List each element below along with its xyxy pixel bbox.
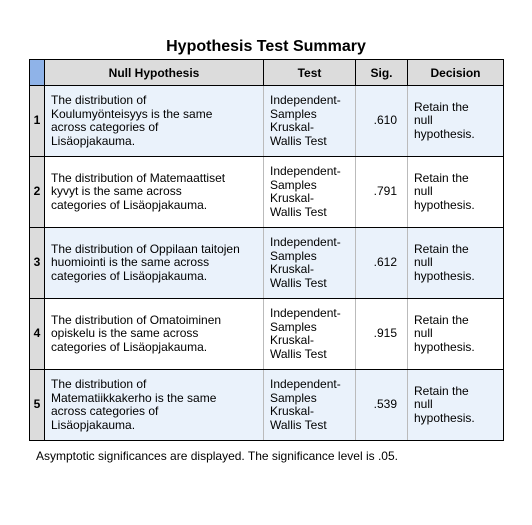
table-title: Hypothesis Test Summary <box>166 38 366 55</box>
sig-cell: .915 <box>356 299 408 370</box>
null-hypothesis-cell-line: across categories of <box>51 120 159 134</box>
test-cell-line: Independent- <box>270 377 341 391</box>
test-cell-line: Independent- <box>270 93 341 107</box>
test-cell-line: Kruskal- <box>270 120 315 134</box>
row-number: 1 <box>30 86 45 157</box>
decision-cell <box>408 157 504 228</box>
decision-cell-line: null <box>414 113 433 128</box>
decision-cell-line: Retain the <box>414 99 469 114</box>
decision-cell <box>408 228 504 299</box>
decision-cell-line: null <box>414 326 433 341</box>
table-row <box>30 299 504 370</box>
decision-cell-line: hypothesis. <box>414 268 475 283</box>
test-cell-line: Samples <box>270 177 317 192</box>
test-cell <box>264 86 356 157</box>
test-cell-line: Kruskal- <box>270 191 315 205</box>
sig-cell: .612 <box>356 228 408 299</box>
decision-cell-line: hypothesis. <box>414 410 475 425</box>
test-cell-line: Independent- <box>270 164 341 178</box>
test-cell-line: Wallis Test <box>270 275 327 290</box>
null-hypothesis-cell-line: categories of Lisäopjakauma. <box>51 339 208 354</box>
decision-cell-line: hypothesis. <box>414 197 475 212</box>
decision-cell <box>408 299 504 370</box>
test-cell <box>264 370 356 441</box>
test-cell-line: Kruskal- <box>270 333 315 347</box>
test-cell-line: Samples <box>270 319 317 334</box>
test-cell-line: Kruskal- <box>270 262 315 276</box>
sig-cell: .610 <box>356 86 408 157</box>
row-number: 3 <box>30 228 45 299</box>
decision-cell-line: Retain the <box>414 170 469 185</box>
decision-cell-line: null <box>414 184 433 199</box>
test-cell-line: Independent- <box>270 235 341 249</box>
null-hypothesis-cell-line: Koulumyönteisyys is the same <box>51 106 213 121</box>
decision-cell <box>408 86 504 157</box>
decision-cell-line: null <box>414 397 433 412</box>
test-cell-line: Samples <box>270 390 317 405</box>
null-hypothesis-cell <box>45 370 264 441</box>
header-test: Test <box>264 60 356 86</box>
table-row <box>30 228 504 299</box>
test-cell <box>264 299 356 370</box>
test-cell <box>264 228 356 299</box>
table-row <box>30 157 504 228</box>
null-hypothesis-cell-line: Lisäopjakauma. <box>51 417 136 432</box>
decision-cell-line: hypothesis. <box>414 339 475 354</box>
null-hypothesis-cell-line: categories of Lisäopjakauma. <box>51 268 208 283</box>
test-cell-line: Wallis Test <box>270 346 327 361</box>
row-number: 2 <box>30 157 45 228</box>
sig-cell: .791 <box>356 157 408 228</box>
null-hypothesis-cell-line: Lisäopjakauma. <box>51 133 136 148</box>
null-hypothesis-cell <box>45 157 264 228</box>
decision-cell-line: Retain the <box>414 312 469 327</box>
test-cell-line: Independent- <box>270 306 341 320</box>
null-hypothesis-cell-line: The distribution of <box>51 377 147 391</box>
header-sig: Sig. <box>356 60 408 86</box>
null-hypothesis-cell <box>45 299 264 370</box>
header-row <box>30 60 504 86</box>
null-hypothesis-cell-line: opiskelu is the same across <box>51 326 199 341</box>
test-cell-line: Wallis Test <box>270 133 327 148</box>
test-cell-line: Kruskal- <box>270 404 315 418</box>
hypothesis-test-table <box>29 59 504 441</box>
header-decision: Decision <box>408 60 504 86</box>
null-hypothesis-cell-line: categories of Lisäopjakauma. <box>51 197 208 212</box>
null-hypothesis-cell-line: The distribution of Omatoiminen <box>51 312 222 327</box>
table-row <box>30 86 504 157</box>
header-null-hypothesis: Null Hypothesis <box>45 60 264 86</box>
test-cell-line: Samples <box>270 106 317 121</box>
decision-cell-line: hypothesis. <box>414 126 475 141</box>
corner-cell <box>30 60 45 86</box>
null-hypothesis-cell-line: kyvyt is the same across <box>51 184 182 199</box>
null-hypothesis-cell-line: Matematiikkakerho is the same <box>51 390 217 405</box>
row-number: 5 <box>30 370 45 441</box>
null-hypothesis-cell <box>45 228 264 299</box>
row-number: 4 <box>30 299 45 370</box>
table-row <box>30 370 504 441</box>
decision-cell-line: null <box>414 255 433 270</box>
footnote: Asymptotic significances are displayed. The significance level is .05. <box>36 449 398 463</box>
decision-cell <box>408 370 504 441</box>
test-cell <box>264 157 356 228</box>
table-body <box>30 86 504 441</box>
null-hypothesis-cell-line: The distribution of Matemaattiset <box>51 170 226 185</box>
decision-cell-line: Retain the <box>414 383 469 398</box>
null-hypothesis-cell-line: across categories of <box>51 404 159 418</box>
test-cell-line: Wallis Test <box>270 204 327 219</box>
null-hypothesis-cell <box>45 86 264 157</box>
decision-cell-line: Retain the <box>414 241 469 256</box>
null-hypothesis-cell-line: huomiointi is the same across <box>51 255 210 270</box>
test-cell-line: Samples <box>270 248 317 263</box>
null-hypothesis-cell-line: The distribution of Oppilaan taitojen <box>51 241 240 256</box>
null-hypothesis-cell-line: The distribution of <box>51 93 147 107</box>
sig-cell: .539 <box>356 370 408 441</box>
test-cell-line: Wallis Test <box>270 417 327 432</box>
